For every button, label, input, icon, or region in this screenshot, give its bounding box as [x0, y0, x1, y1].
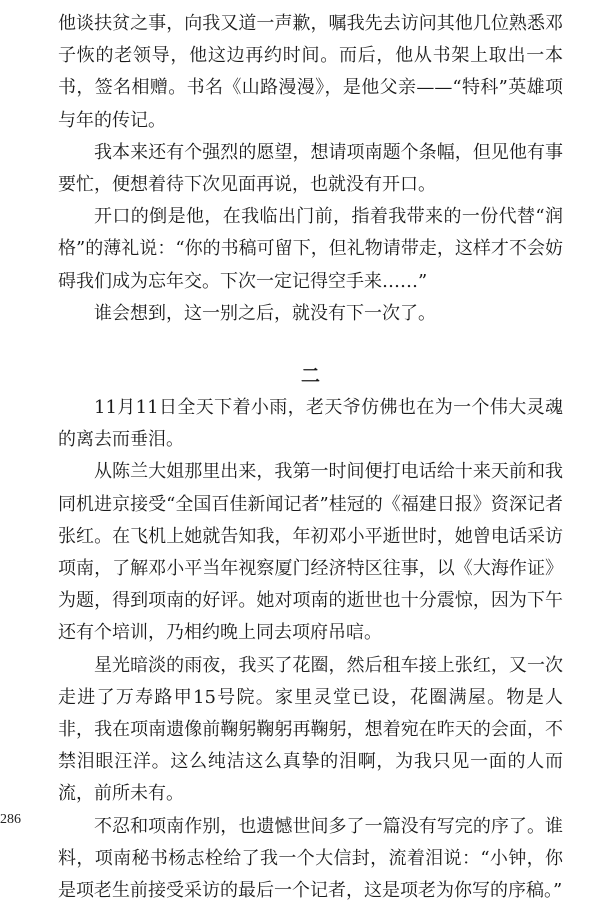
paragraph: 开口的倒是他，在我临出门前，指着我带来的一份代替“润格”的薄礼说：“你的书稿可留下，但礼物请带走，这样才不会妨碍我们成为忘年交。下次一定记得空手来……”: [58, 206, 563, 292]
paragraph: 谁会想到，这一别之后，就没有下一次了。: [94, 302, 436, 324]
paragraph: 我本来还有个强烈的愿望，想请项南题个条幅，但见他有事要忙，便想着待下次见面再说，也就没有开口。: [58, 141, 563, 196]
page-number: 286: [0, 812, 21, 827]
paragraph: 不忍和项南作别，也遗憾世间多了一篇没有写完的序了。谁料，项南秘书杨志栓给了我一个大信封，流着泪说：“小钟，你是项老生前接受采访的最后一个记者，这是项老为你写的序稿。”: [58, 815, 563, 902]
paragraph: 星光暗淡的雨夜，我买了花圈，然后租车接上张红，又一次走进了万寿路甲15号院。家里灵堂已设，花圈满屋。物是人非，我在项南遗像前鞠躬鞠躬再鞠躬，想着宛在昨天的会面，不禁泪眼汪洋。这么纯洁这么真挚的泪啊，为我只见一面的人而流，前所未有。: [58, 654, 563, 805]
section-heading: 二: [300, 365, 320, 388]
paragraph-continued: 他谈扶贫之事，向我又道一声歉，嘱我先去访问其他几位熟悉邓子恢的老领导，他这边再约时间。而后，他从书架上取出一本书，签名相赠。书名《山路漫漫》，是他父亲——“特科”英雄项与年的传记。: [58, 13, 563, 131]
paragraph: 从陈兰大姐那里出来，我第一时间便打电话给十来天前和我同机进京接受“全国百佳新闻记者”桂冠的《福建日报》资深记者张红。在飞机上她就告知我，年初邓小平逝世时，她曾电话采访项南，了解邓小平当年视察厦门经济特区往事，以《大海作证》为题，得到项南的好评。她对项南的逝世也十分震惊，因为下午还有个培训，乃相约晚上同去项府吊唁。: [58, 461, 563, 644]
page-body: [58, 8, 563, 907]
paragraph: 11月11日全天下着小雨，老天爷仿佛也在为一个伟大灵魂的离去而垂泪。: [58, 397, 563, 451]
